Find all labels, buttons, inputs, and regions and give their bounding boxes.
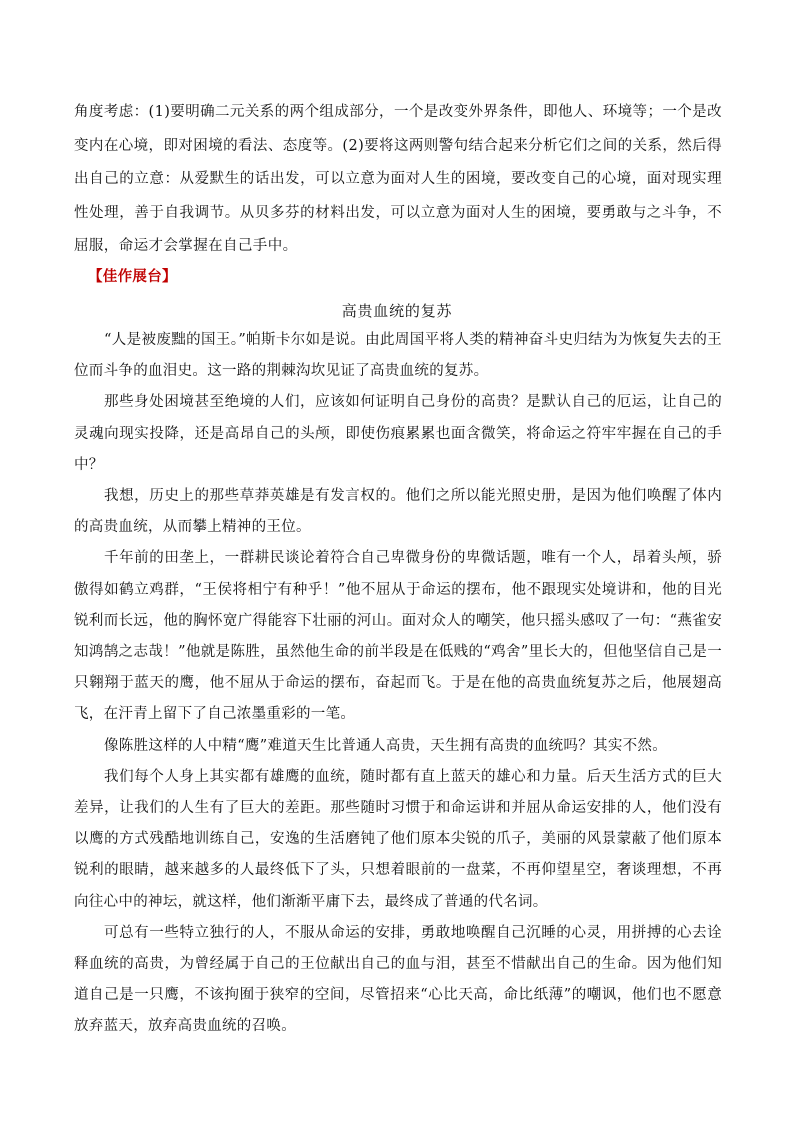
intro-paragraph: 角度考虑：(1)要明确二元关系的两个组成部分，一个是改变外界条件，即他人、环境等；一个是改变内在心境，即对困境的看法、态度等。(2)要将这两则警句结合起来分析它们之间的关系，然后得出自己的立意：从爱默生的话出发，可以立意为面对人生的困境，要改变自己的心境，面对现实理性处理，善于自我调节。从贝多芬的材料出发，可以立意为面对人生的困境，要勇敢与之斗争，不屈服，命运才会掌握在自己手中。 <box>74 104 722 254</box>
essay-paragraph: 我想，历史上的那些草莽英雄是有发言权的。他们之所以能光照史册，是因为他们唤醒了体内的高贵血统，从而攀上精神的王位。 <box>74 488 722 536</box>
essay-paragraph: “人是被废黜的国王。”帕斯卡尔如是说。由此周国平将人类的精神奋斗史归结为为恢复失去的王位而斗争的血泪史。这一路的荆棘沟坎见证了高贵血统的复苏。 <box>74 332 722 380</box>
essay-paragraph: 像陈胜这样的人中精“鹰”难道天生比普通人高贵，天生拥有高贵的血统吗？其实不然。 <box>104 737 668 754</box>
essay-title: 高贵血统的复苏 <box>341 302 453 320</box>
essay-paragraph: 那些身处困境甚至绝境的人们，应该如何证明自己身份的高贵？是默认自己的厄运，让自己的灵魂向现实投降，还是高昂自己的头颅，即使伤痕累累也面含微笑，将命运之符牢牢握在自己的手中？ <box>74 394 722 473</box>
essay-body <box>74 325 722 1043</box>
essay-paragraph: 可总有一些特立独行的人，不服从命运的安排，勇敢地唤醒自己沉睡的心灵，用拼搏的心去诠释血统的高贵，为曾经属于自己的王位献出自己的血与泪，甚至不惜献出自己的生命。因为他们知道自己是一只鹰，不该拘囿于狭窄的空间，尽管招来“心比天高，命比纸薄”的嘲讽，他们也不愿意放弃蓝天，放弃高贵血统的召唤。 <box>74 924 722 1035</box>
section-label: 【佳作展台】 <box>88 269 177 285</box>
essay-paragraph: 千年前的田垄上，一群耕民谈论着符合自己卑微身份的卑微话题，唯有一个人，昂着头颅，骄傲得如鹤立鸡群，“王侯将相宁有种乎！”他不屈从于命运的摆布，他不跟现实处境讲和，他的目光锐利而长远，他的胸怀宽广得能容下壮丽的河山。面对众人的嘲笑，他只摇头感叹了一句：“燕雀安知鸿鹄之志哉！”他就是陈胜，虽然他生命的前半段是在低贱的“鸡舍”里长大的，但他坚信自己是一只翱翔于蓝天的鹰，他不屈从于命运的摆布，奋起而飞。于是在他的高贵血统复苏之后，他展翅高飞，在汗青上留下了自己浓墨重彩的一笔。 <box>74 550 722 723</box>
essay-paragraph: 我们每个人身上其实都有雄鹰的血统，随时都有直上蓝天的雄心和力量。后天生活方式的巨大差异，让我们的人生有了巨大的差距。那些随时习惯于和命运讲和并屈从命运安排的人，他们没有以鹰的方式残酷地训练自己，安逸的生活磨钝了他们原本尖锐的爪子，美丽的风景蒙蔽了他们原本锐利的眼睛，越来越多的人最终低下了头，只想着眼前的一盘菜，不再仰望星空，奢谈理想，不再向往心中的神坛，就这样，他们渐渐平庸下去，最终成了普通的代名词。 <box>74 768 722 910</box>
